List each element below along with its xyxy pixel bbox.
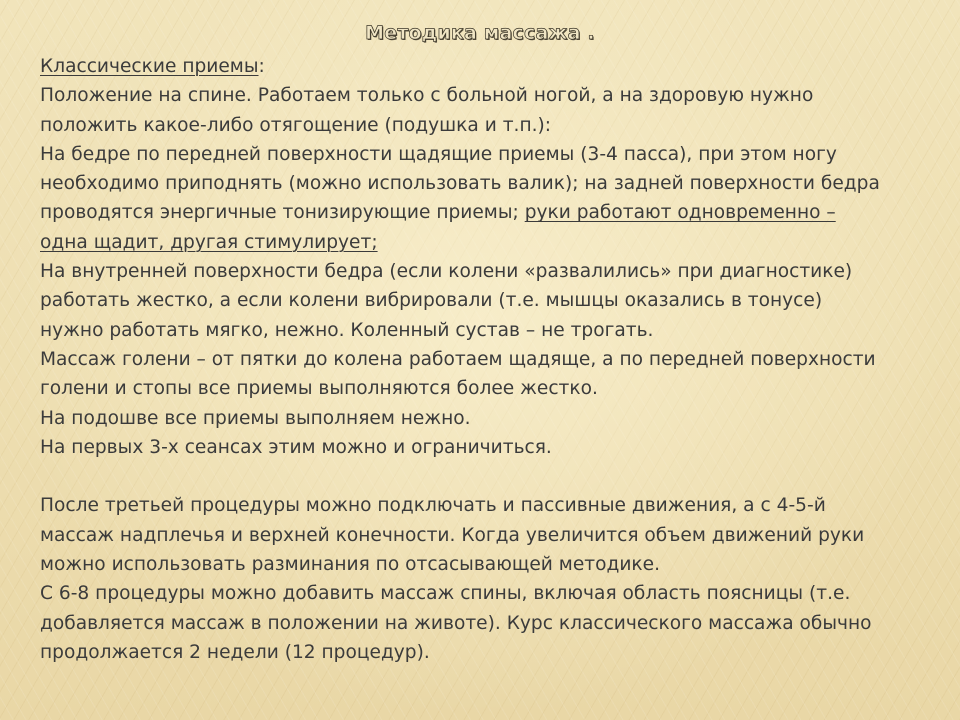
text-line: На подошве все приемы выполняем нежно. xyxy=(40,407,471,429)
text-line: массаж надплечья и верхней конечности. Когда увеличится объем движений руки xyxy=(40,524,865,546)
text-line: Массаж голени – от пятки до колена работаем щадяще, а по передней поверхности xyxy=(40,348,876,370)
slide-title: Методика массажа . xyxy=(365,22,595,44)
text-line: положить какое-либо отягощение (подушка и т.п.): xyxy=(40,114,552,136)
text-line: нужно работать мягко, нежно. Коленный сустав – не трогать. xyxy=(40,319,654,341)
paragraph-gap xyxy=(40,462,925,491)
underlined-text: одна щадит, другая стимулирует; xyxy=(40,231,378,253)
text-line: голени и стопы все приемы выполняются более жестко. xyxy=(40,378,598,400)
text-line: добавляется массаж в положении на животе). Курс классического массажа обычно xyxy=(40,612,872,634)
text-line: необходимо приподнять (можно использовать валик); на задней поверхности бедра xyxy=(40,173,880,195)
section-heading: Классические приемы xyxy=(40,56,259,77)
text-line: На бедре по передней поверхности щадящие приемы (3-4 пасса), при этом ногу xyxy=(40,143,837,165)
slide-body xyxy=(40,52,925,667)
underlined-text: руки работают одновременно – xyxy=(524,202,836,224)
text-line: На первых 3-х сеансах этим можно и ограничиться. xyxy=(40,436,552,458)
text-line: Положение на спине. Работаем только с больной ногой, а на здоровую нужно xyxy=(40,85,814,107)
text-line: работать жестко, а если колени вибрировали (т.е. мышцы оказались в тонусе) xyxy=(40,290,823,312)
text-line xyxy=(40,198,925,227)
text-line: После третьей процедуры можно подключать и пассивные движения, а с 4-5-й xyxy=(40,495,826,517)
section-heading-colon: : xyxy=(258,56,265,77)
text-line: С 6-8 процедуры можно добавить массаж спины, включая область поясницы (т.е. xyxy=(40,583,851,605)
text-line: можно использовать разминания по отсасывающей методике. xyxy=(40,554,660,576)
text-segment: проводятся энергичные тонизирующие приемы; xyxy=(40,202,525,224)
text-line: На внутренней поверхности бедра (если колени «развалились» при диагностике) xyxy=(40,261,853,283)
text-line xyxy=(40,52,925,81)
text-line: продолжается 2 недели (12 процедур). xyxy=(40,641,430,663)
